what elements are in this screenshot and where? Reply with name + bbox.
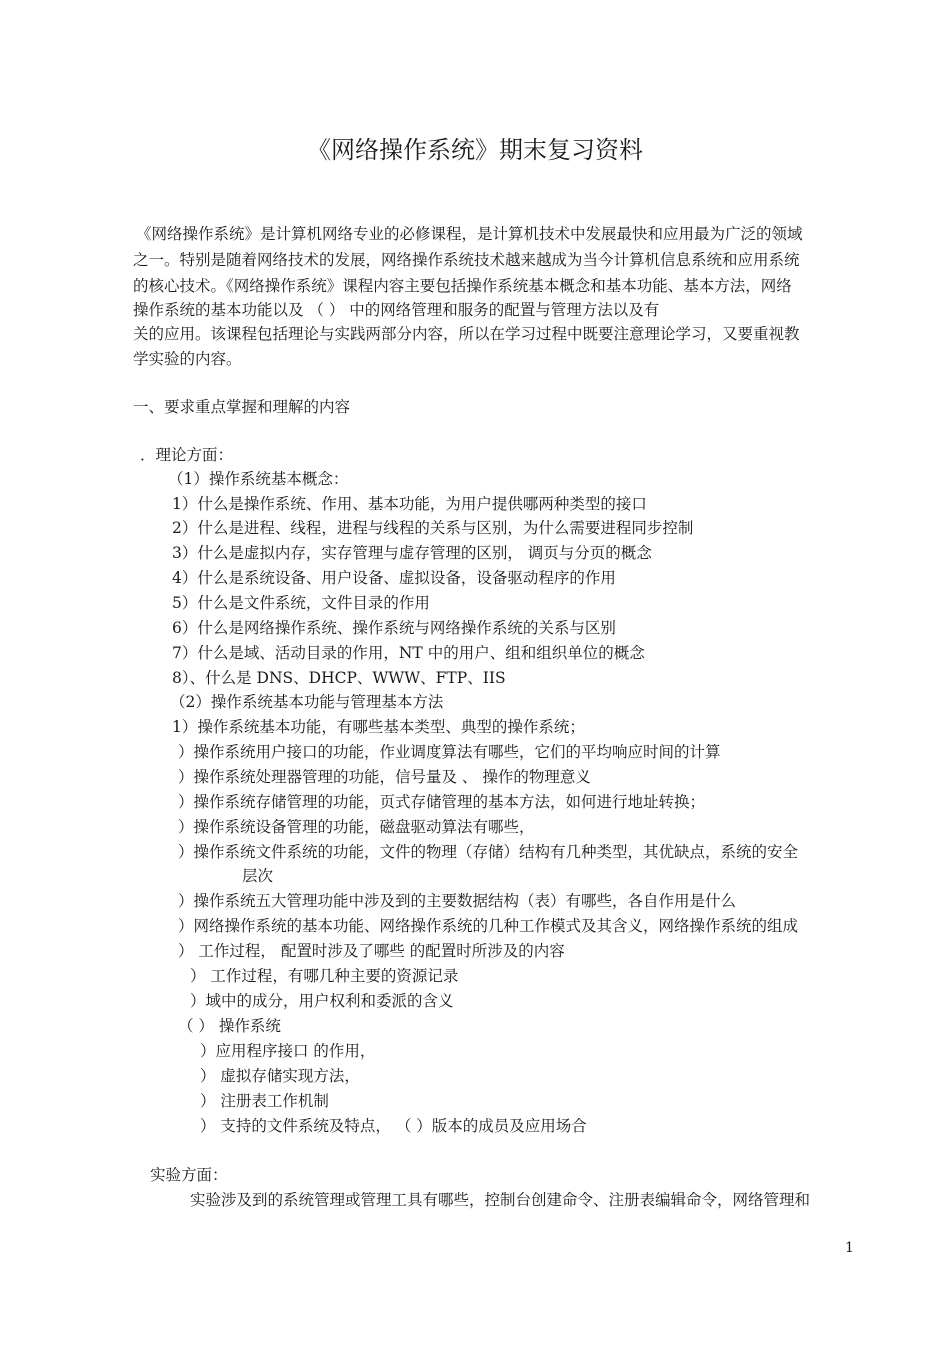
intro-line: 《网络操作系统》是计算机网络专业的必修课程，是计算机技术中发展最快和应用最为广泛的领域 [136,225,803,243]
list-item: ） 注册表工作机制 [200,1092,329,1110]
list-item: 2）什么是进程、线程，进程与线程的关系与区别，为什么需要进程同步控制 [172,519,694,537]
list-item: ）域中的成分，用户权利和委派的含义 [190,992,454,1010]
list-item: 6）什么是网络操作系统、操作系统与网络操作系统的关系与区别 [172,619,616,637]
list-item: ）操作系统设备管理的功能，磁盘驱动算法有哪些， [178,818,535,836]
list-item: ） 工作过程，有哪几种主要的资源记录 [190,967,459,985]
list-item: ） 工作过程， 配置时涉及了哪些 的配置时所涉及的内容 [178,942,565,960]
list-item: 5）什么是文件系统，文件目录的作用 [172,594,430,612]
list-item: 4）什么是系统设备、用户设备、虚拟设备，设备驱动程序的作用 [172,569,616,587]
list-item: ）网络操作系统的基本功能、网络操作系统的几种工作模式及其含义，网络操作系统的组成 [178,917,799,935]
list-item: ）操作系统用户接口的功能，作业调度算法有哪些，它们的平均响应时间的计算 [178,743,721,761]
list-item: ）应用程序接口 的作用， [200,1042,376,1060]
theory-heading: ．理论方面： [140,446,234,464]
list-item: 1）操作系统基本功能，有哪些基本类型、典型的操作系统； [172,718,585,736]
list-item: ） 虚拟存储实现方法， [200,1067,360,1085]
list-item: （ ） 操作系统 [178,1017,281,1035]
list-item: ）操作系统处理器管理的功能，信号量及 、 操作的物理意义 [178,768,591,786]
section-heading: 一、要求重点掌握和理解的内容 [133,398,351,416]
lab-text: 实验涉及到的系统管理或管理工具有哪些，控制台创建命令、注册表编辑命令，网络管理和 [190,1191,811,1209]
list-item: ）操作系统存储管理的功能，页式存储管理的基本方法，如何进行地址转换； [178,793,706,811]
list-item: ）操作系统五大管理功能中涉及到的主要数据结构（表）有哪些，各自作用是什么 [178,892,737,910]
intro-line: 关的应用。该课程包括理论与实践两部分内容，所以在学习过程中既要注意理论学习，又要重视教 [133,325,800,343]
document-title: 《网络操作系统》期末复习资料 [307,136,643,164]
intro-line: 学实验的内容。 [133,350,242,368]
intro-line: 之一。特别是随着网络技术的发展，网络操作系统技术越来越成为当今计算机信息系统和应用系统 [133,251,800,269]
list-item: 1）什么是操作系统、作用、基本功能，为用户提供哪两种类型的接口 [172,495,647,513]
intro-line: 操作系统的基本功能以及 （ ） 中的网络管理和服务的配置与管理方法以及有 [133,301,660,319]
list-item: ） 支持的文件系统及特点， （ ）版本的成员及应用场合 [200,1117,587,1135]
subsection-heading: （2）操作系统基本功能与管理基本方法 [170,693,444,711]
list-item: 7）什么是域、活动目录的作用，NT 中的用户、组和组织单位的概念 [172,644,645,662]
intro-line: 的核心技术。《网络操作系统》课程内容主要包括操作系统基本概念和基本功能、基本方法，网络 [133,277,792,295]
list-item: ）操作系统文件系统的功能，文件的物理（存储）结构有几种类型，其优缺点，系统的安全 [178,843,799,861]
subsection-heading: （1）操作系统基本概念： [168,470,349,488]
list-item: 8）、什么是 DNS、DHCP、WWW、FTP、IIS [172,669,506,687]
list-item: 3）什么是虚拟内存，实存管理与虚存管理的区别， 调页与分页的概念 [172,544,652,562]
list-item-continuation: 层次 [242,867,274,885]
page-number: 1 [845,1240,854,1256]
lab-heading: 实验方面： [150,1166,228,1184]
